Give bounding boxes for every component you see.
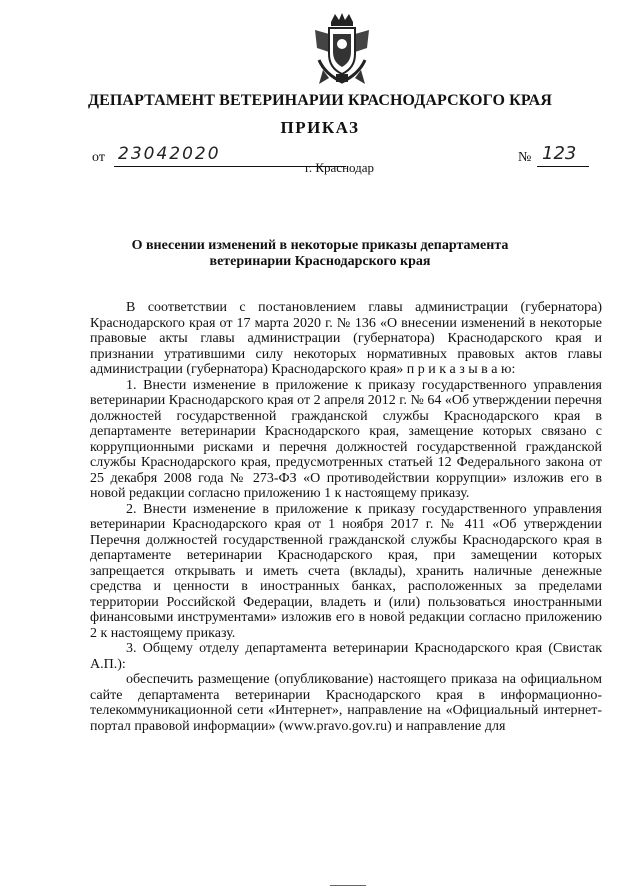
document-body	[90, 300, 602, 734]
date-handwritten: 23042020	[118, 144, 221, 164]
paragraph-preamble: В соответствии с постановлением главы администрации (губернатора) Краснодарского края от 17 марта 2020 г. № 136 «О внесении изменений в некоторые правовые акты главы администрации (губернатора) Краснодарского края и признании утратившими силу некоторых нормативных правовых актов главы администрации (губернатора) Краснодарского края» п р и к а з ы в а ю:	[90, 300, 602, 377]
coat-of-arms-emblem	[309, 12, 375, 88]
document-title	[0, 238, 640, 270]
title-line-2: ветеринарии Краснодарского края	[209, 254, 431, 269]
paragraph-item-3: 3. Общему отделу департамента ветеринарии Краснодарского края (Свистак А.П.):	[90, 641, 602, 672]
title-line-1: О внесении изменений в некоторые приказы департамента	[131, 238, 509, 253]
city: г. Краснодар	[305, 160, 375, 175]
page-footer-mark	[330, 885, 366, 886]
date-label: от	[92, 150, 105, 165]
paragraph-item-3-sub: обеспечить размещение (опубликование) настоящего приказа на официальном сайте департамента ветеринарии Краснодарского края в информационно-телекоммуникационной сети «Интернет», направление на «Официальный интернет-портал правовой информации» (www.pravo.gov.ru) и направление для	[90, 672, 602, 734]
number-handwritten: 123	[542, 143, 577, 164]
paragraph-item-1: 1. Внести изменение в приложение к приказу государственного управления ветеринарии Краснодарского края от 2 апреля 2012 г. № 64 «Об утверждении перечня должностей государственной гражданской службы Краснодарского края в департаменте ветеринарии Краснодарского края, замещение которых связано с коррупционными рисками и перечня должностей государственной гражданской службы Краснодарского края, предусмотренных статьей 12 Федерального закона от 25 декабря 2008 года № 273-ФЗ «О противодействии коррупции» изложив его в новой редакции согласно приложению 1 к настоящему приказу.	[90, 377, 602, 501]
document-meta	[90, 143, 600, 176]
document-type: ПРИКАЗ	[280, 118, 360, 137]
department-name: ДЕПАРТАМЕНТ ВЕТЕРИНАРИИ КРАСНОДАРСКОГО КРАЯ	[88, 92, 552, 109]
paragraph-item-2: 2. Внести изменение в приложение к приказу государственного управления ветеринарии Краснодарского края от 1 ноября 2017 г. № 411 «Об утверждении Перечня должностей государственной гражданской службы Краснодарского края в департаменте ветеринарии Краснодарского края, при замещении которых запрещается открывать и иметь счета (вклады), хранить наличные денежные средства и ценности в иностранных банках, расположенных за пределами территории Российской Федерации, владеть и (или) пользоваться иностранными финансовыми инструментами» изложив его в новой редакции согласно приложению 2 к настоящему приказу.	[90, 501, 602, 641]
number-label: №	[518, 150, 532, 165]
number-underline	[537, 166, 589, 167]
